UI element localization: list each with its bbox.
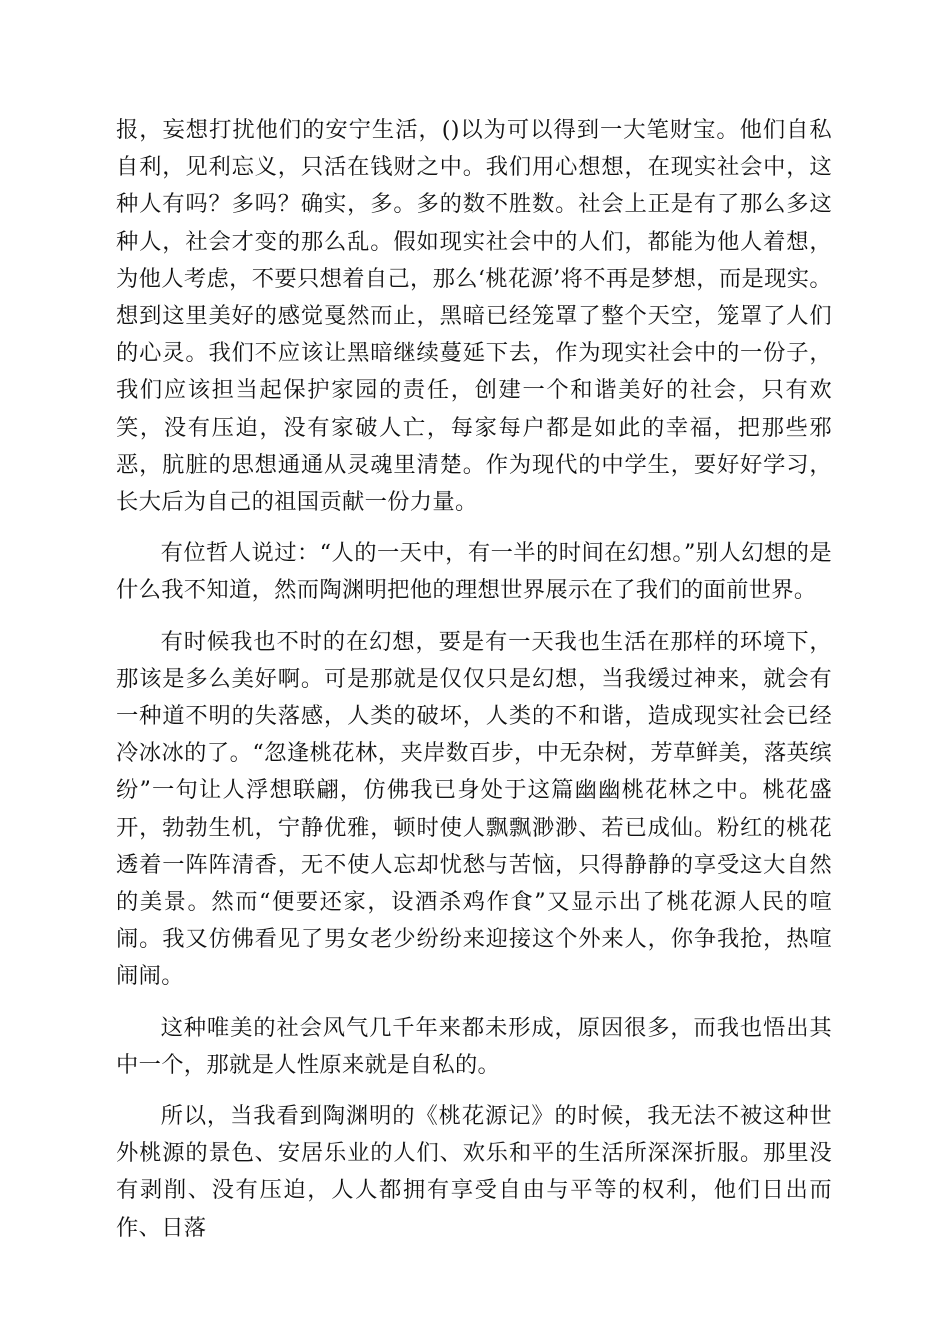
document-page (116, 112, 832, 1247)
paragraph-4: 这种唯美的社会风气几千年来都未形成，原因很多，而我也悟出其中一个，那就是人性原来就是自私的。 (116, 1014, 832, 1078)
paragraph-5: 所以，当我看到陶渊明的《桃花源记》的时候，我无法不被这种世外桃源的景色、安居乐业的人们、欢乐和平的生活所深深折服。那里没有剥削、没有压迫，人人都拥有享受自由与平等的权利，他们日出而作、日落 (116, 1103, 832, 1241)
paragraph-1: 报，妄想打扰他们的安宁生活，()以为可以得到一大笔财宝。他们自私自利，见利忘义，只活在钱财之中。我们用心想想，在现实社会中，这种人有吗？多吗？确实，多。多的数不胜数。社会上正是有了那么多这种人，社会才变的那么乱。假如现实社会中的人们，都能为他人着想，为他人考虑，不要只想着自己，那么‘桃花源’将不再是梦想，而是现实。想到这里美好的感觉戛然而止，黑暗已经笼罩了整个天空，笼罩了人们的心灵。我们不应该让黑暗继续蔓延下去，作为现实社会中的一份子，我们应该担当起保护家园的责任，创建一个和谐美好的社会，只有欢笑，没有压迫，没有家破人亡，每家每户都是如此的幸福，把那些邪恶，肮脏的思想通通从灵魂里清楚。作为现代的中学生，要好好学习，长大后为自己的祖国贡献一份力量。 (116, 117, 832, 516)
paragraph-3: 有时候我也不时的在幻想，要是有一天我也生活在那样的环境下，那该是多么美好啊。可是那就是仅仅只是幻想，当我缓过神来，就会有一种道不明的失落感，人类的破坏，人类的不和谐，造成现实社会已经冷冰冰的了。“忽逢桃花林，夹岸数百步，中无杂树，芳草鲜美，落英缤纷”一句让人浮想联翩，仿佛我已身处于这篇幽幽桃花林之中。桃花盛开，勃勃生机，宁静优雅，顿时使人飘飘渺渺、若已成仙。粉红的桃花透着一阵阵清香，无不使人忘却忧愁与苦恼，只得静静的享受这大自然的美景。然而“便要还家，设酒杀鸡作食”又显示出了桃花源人民的喧闹。我又仿佛看见了男女老少纷纷来迎接这个外来人，你争我抢，热喧闹闹。 (116, 628, 832, 990)
paragraph-2: 有位哲人说过：“人的一天中，有一半的时间在幻想。”别人幻想的是什么我不知道，然而陶渊明把他的理想世界展示在了我们的面前世界。 (116, 540, 832, 604)
